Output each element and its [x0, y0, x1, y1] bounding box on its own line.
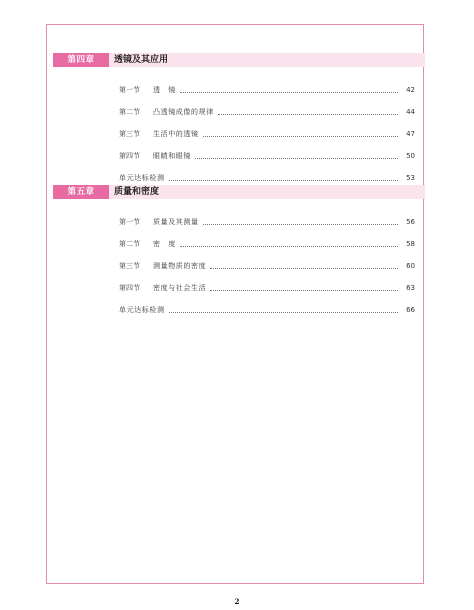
dot-leader — [210, 290, 398, 291]
section-title: 密 度 — [153, 240, 176, 248]
toc-entry[interactable] — [119, 205, 415, 227]
toc-entry[interactable] — [119, 139, 415, 161]
section-title: 单元达标检测 — [119, 174, 165, 182]
page-number: 50 — [406, 152, 415, 160]
page-number: 42 — [406, 86, 415, 94]
chapter-badge: 第四章 — [53, 53, 109, 67]
section-number: 第三节 — [119, 262, 140, 270]
toc-entry[interactable] — [119, 249, 415, 271]
page-number: 53 — [406, 174, 415, 182]
page-number: 44 — [406, 108, 415, 116]
chapter-badge: 第五章 — [53, 185, 109, 199]
section-title: 测量物质的密度 — [153, 262, 207, 270]
dot-leader — [169, 312, 398, 313]
dot-leader — [203, 224, 398, 225]
section-title: 质量及其测量 — [153, 218, 199, 226]
dot-leader — [180, 92, 398, 93]
chapter-toc-list — [119, 73, 415, 183]
chapter-title: 透镜及其应用 — [109, 53, 425, 67]
footer-page-number: 2 — [234, 597, 240, 606]
section-title: 密度与社会生活 — [153, 284, 207, 292]
section-number: 第一节 — [119, 86, 140, 94]
section-number: 第四节 — [119, 284, 140, 292]
chapter-title: 质量和密度 — [109, 185, 425, 199]
dot-leader — [203, 136, 398, 137]
toc-entry[interactable] — [119, 161, 415, 183]
page-number: 63 — [406, 284, 415, 292]
section-number: 第三节 — [119, 130, 140, 138]
section-title: 凸透镜成像的规律 — [153, 108, 214, 116]
page-number: 60 — [406, 262, 415, 270]
chapter-header — [47, 53, 425, 67]
toc-entry[interactable] — [119, 73, 415, 95]
dot-leader — [180, 246, 398, 247]
toc-entry[interactable] — [119, 227, 415, 249]
dot-leader — [210, 268, 398, 269]
dot-leader — [169, 180, 398, 181]
chapter-header — [47, 185, 425, 199]
dot-leader — [195, 158, 398, 159]
toc-entry[interactable] — [119, 293, 415, 315]
section-title: 眼睛和眼镜 — [153, 152, 191, 160]
page-frame — [46, 24, 424, 584]
dot-leader — [218, 114, 398, 115]
page-number: 56 — [406, 218, 415, 226]
section-number: 第二节 — [119, 240, 140, 248]
page-number: 66 — [406, 306, 415, 314]
section-title: 单元达标检测 — [119, 306, 165, 314]
section-number: 第四节 — [119, 152, 140, 160]
section-title: 生活中的透镜 — [153, 130, 199, 138]
toc-entry[interactable] — [119, 117, 415, 139]
chapter-toc-list — [119, 205, 415, 315]
section-number: 第一节 — [119, 218, 140, 226]
page-number: 58 — [406, 240, 415, 248]
page-number: 47 — [406, 130, 415, 138]
section-number: 第二节 — [119, 108, 140, 116]
section-title: 透 镜 — [153, 86, 176, 94]
toc-entry[interactable] — [119, 271, 415, 293]
toc-entry[interactable] — [119, 95, 415, 117]
